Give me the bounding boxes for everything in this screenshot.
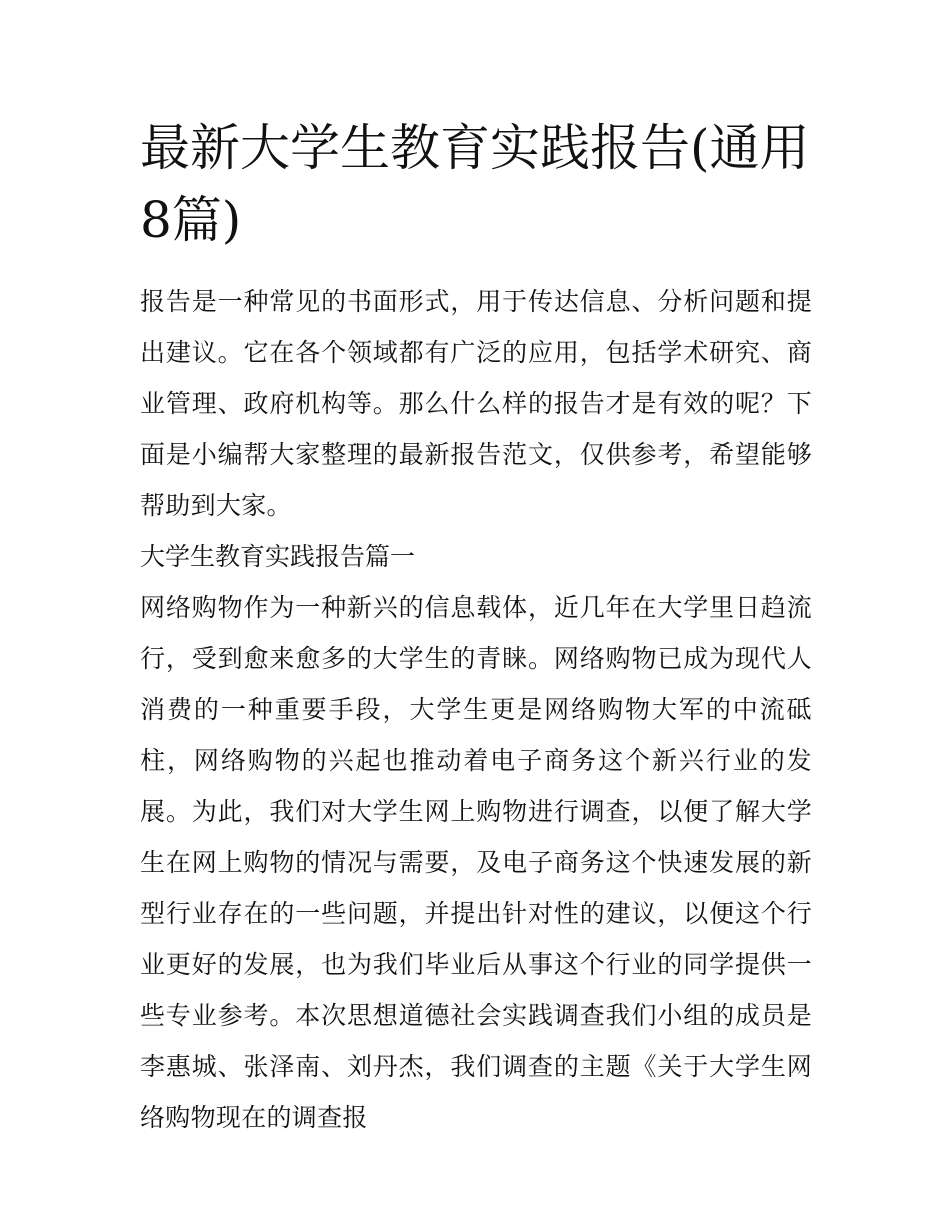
intro-paragraph: 报告是一种常见的书面形式，用于传达信息、分析问题和提出建议。它在各个领域都有广泛的应用，包括学术研究、商业管理、政府机构等。那么什么样的报告才是有效的呢？下面是小编帮大家整理的最新报告范文，仅供参考，希望能够帮助到大家。 xyxy=(140,287,812,520)
document-page xyxy=(140,112,812,1143)
body-paragraph: 网络购物作为一种新兴的信息载体，近几年在大学里日趋流行，受到愈来愈多的大学生的青睐。网络购物已成为现代人消费的一种重要手段，大学生更是网络购物大军的中流砥柱，网络购物的兴起也推动着电子商务这个新兴行业的发展。为此，我们对大学生网上购物进行调查，以便了解大学生在网上购物的情况与需要，及电子商务这个快速发展的新型行业存在的一些问题，并提出针对性的建议，以便这个行业更好的发展，也为我们毕业后从事这个行业的同学提供一些专业参考。本次思想道德社会实践调查我们小组的成员是李惠城、张泽南、刘丹杰，我们调查的主题《关于大学生网络购物现在的调查报 xyxy=(140,593,812,1132)
document-title: 最新大学生教育实践报告(通用8篇) xyxy=(140,119,810,249)
section-heading: 大学生教育实践报告篇一 xyxy=(140,542,416,571)
